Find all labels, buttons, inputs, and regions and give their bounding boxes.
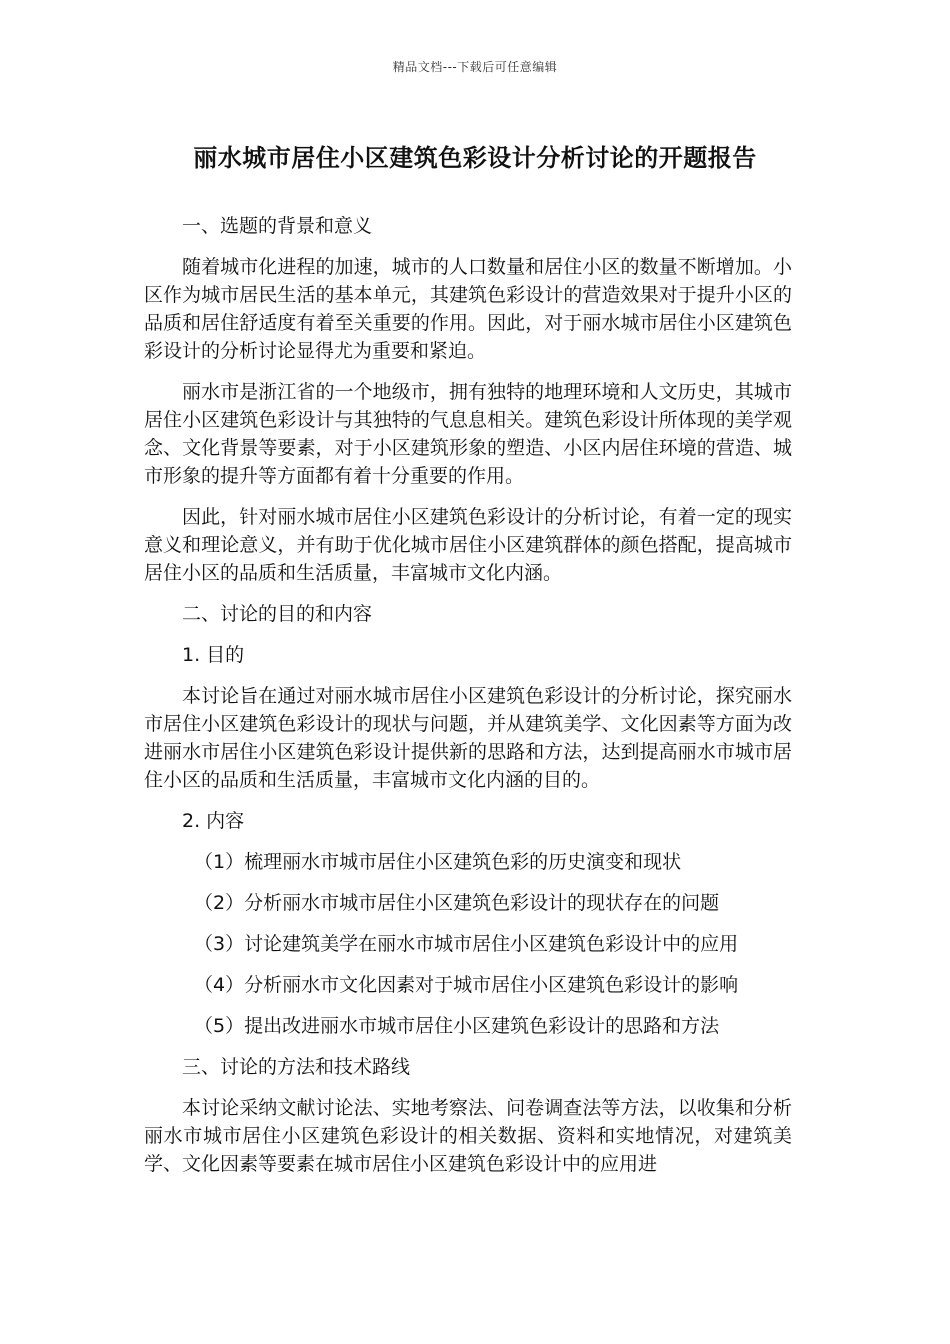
section3-paragraph-1: 本讨论采纳文献讨论法、实地考察法、问卷调查法等方法，以收集和分析丽水市城市居住小区建筑色彩设计的相关数据、资料和实地情况，对建筑美学、文化因素等要素在城市居住小区建筑色彩设计中的应用进 <box>144 1097 792 1175</box>
content-list-item: （1）梳理丽水市城市居住小区建筑色彩的历史演变和现状 <box>194 851 682 873</box>
section2-sub1-paragraph: 本讨论旨在通过对丽水城市居住小区建筑色彩设计的分析讨论，探究丽水市居住小区建筑色彩设计的现状与问题，并从建筑美学、文化因素等方面为改进丽水市居住小区建筑色彩设计提供新的思路和方法，达到提高丽水市城市居住小区的品质和生活质量，丰富城市文化内涵的目的。 <box>144 685 792 791</box>
section2-sub2-heading: 2. 内容 <box>182 810 245 832</box>
document-body <box>144 212 792 1191</box>
header-note: 精品文档---下载后可任意编辑 <box>392 60 558 74</box>
content-list-item: （4）分析丽水市文化因素对于城市居住小区建筑色彩设计的影响 <box>194 974 739 996</box>
section2-heading: 二、讨论的目的和内容 <box>182 603 373 625</box>
section2-sub1-heading: 1. 目的 <box>182 644 245 666</box>
content-list-item: （2）分析丽水市城市居住小区建筑色彩设计的现状存在的问题 <box>194 892 720 914</box>
section1-paragraph-2: 丽水市是浙江省的一个地级市，拥有独特的地理环境和人文历史，其城市居住小区建筑色彩设计与其独特的气息息相关。建筑色彩设计所体现的美学观念、文化背景等要素，对于小区建筑形象的塑造、小区内居住环境的营造、城市形象的提升等方面都有着十分重要的作用。 <box>144 381 792 487</box>
section1-heading: 一、选题的背景和意义 <box>182 215 373 237</box>
content-list-item: （3）讨论建筑美学在丽水市城市居住小区建筑色彩设计中的应用 <box>194 933 739 955</box>
section1-paragraph-3: 因此，针对丽水城市居住小区建筑色彩设计的分析讨论，有着一定的现实意义和理论意义，并有助于优化城市居住小区建筑群体的颜色搭配，提高城市居住小区的品质和生活质量，丰富城市文化内涵。 <box>144 506 792 584</box>
content-list-item: （5）提出改进丽水市城市居住小区建筑色彩设计的思路和方法 <box>194 1015 720 1037</box>
section3-heading: 三、讨论的方法和技术路线 <box>182 1056 411 1078</box>
section1-paragraph-1: 随着城市化进程的加速，城市的人口数量和居住小区的数量不断增加。小区作为城市居民生活的基本单元，其建筑色彩设计的营造效果对于提升小区的品质和居住舒适度有着至关重要的作用。因此，对于丽水城市居住小区建筑色彩设计的分析讨论显得尤为重要和紧迫。 <box>144 256 792 362</box>
document-title: 丽水城市居住小区建筑色彩设计分析讨论的开题报告 <box>193 144 757 172</box>
